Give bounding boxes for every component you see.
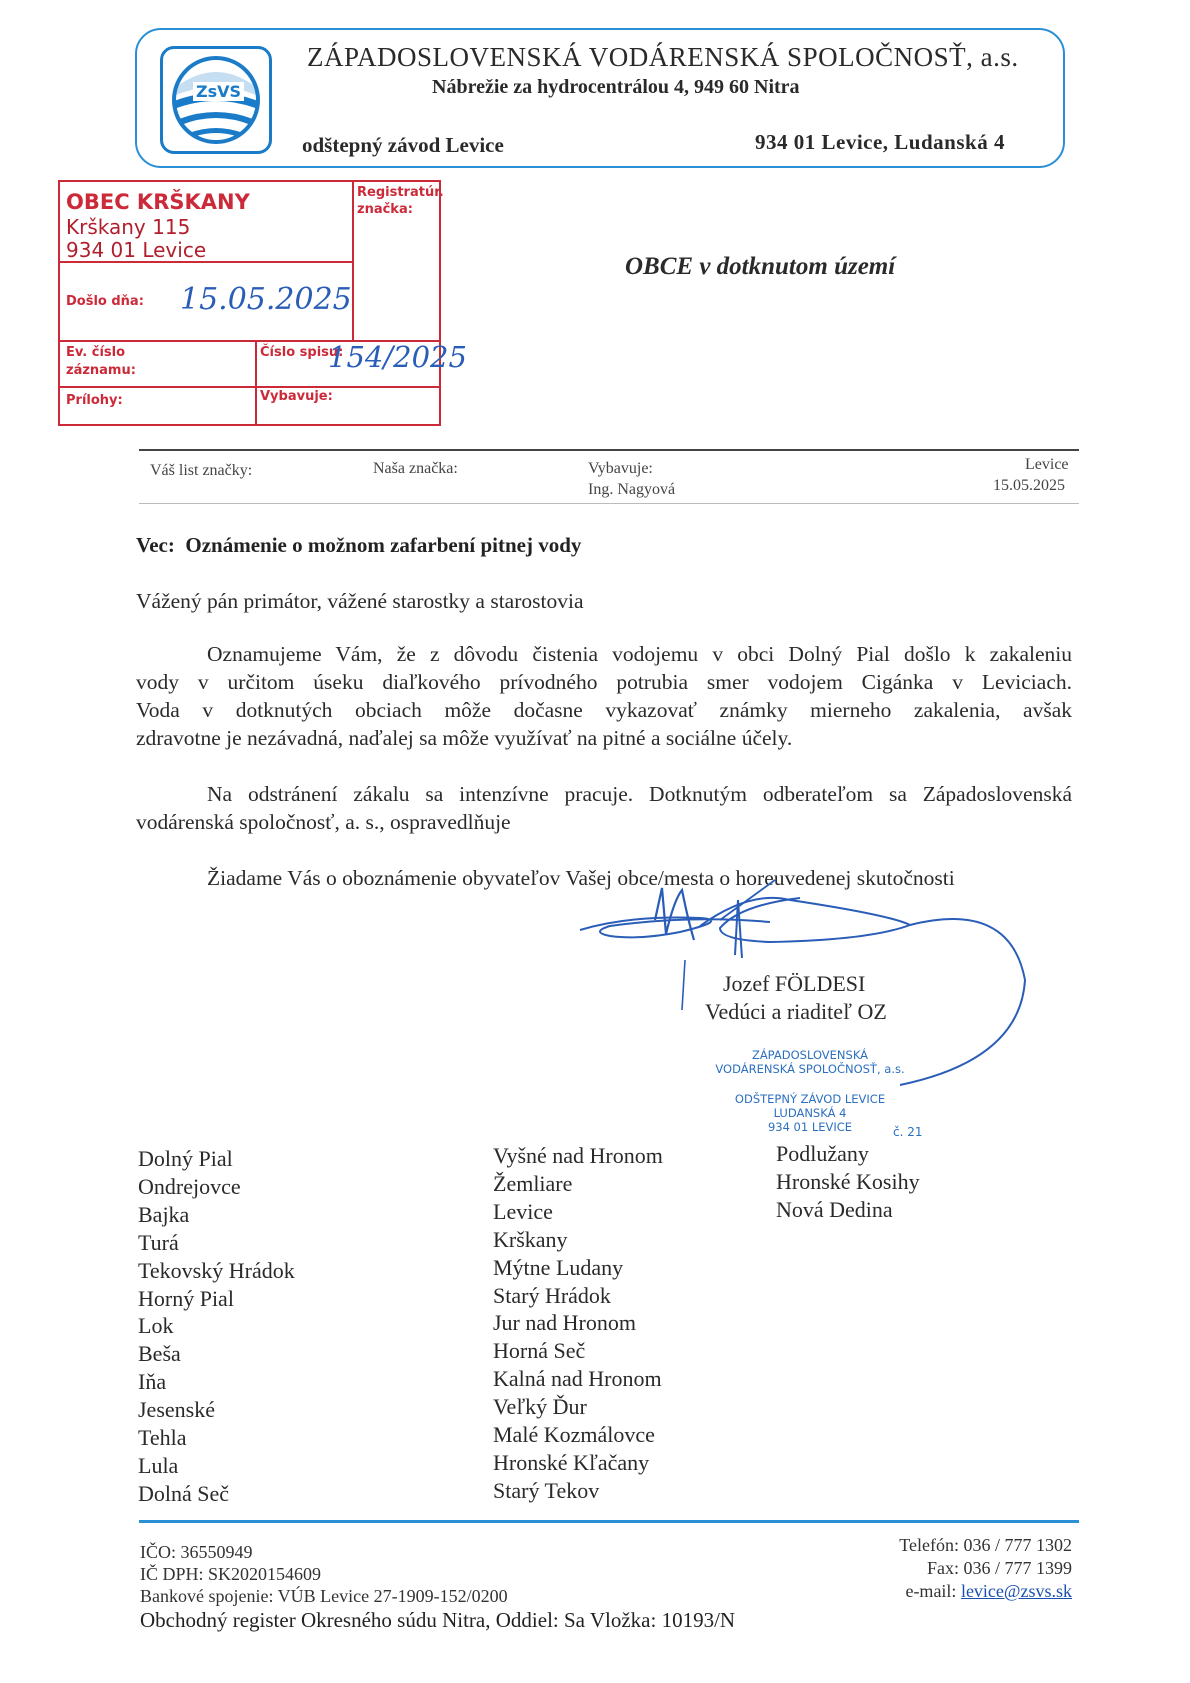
stamp-attachments-label: Prílohy:	[66, 393, 123, 408]
stamp-org-address: Krškany 115	[66, 215, 191, 239]
paragraph-1-line-1: Oznamujeme Vám, že z dôvodu čistenia vodojemu v obci Dolný Pial došlo k zakaleniu	[207, 642, 1072, 666]
org-stamp-line: ODŠTEPNÝ ZÁVOD LEVICE	[734, 1092, 886, 1106]
stamp-registry-label-2: značka:	[357, 202, 413, 217]
registry-stamp	[58, 180, 467, 426]
municipality-column-1	[138, 1145, 295, 1508]
org-stamp-line: ZÁPADOSLOVENSKÁ	[751, 1048, 869, 1062]
org-stamp-line: LUDANSKÁ 4	[773, 1106, 847, 1120]
municipality-item: Beša	[138, 1341, 181, 1367]
paragraph-2-line-2: vodárenská spoločnosť, a. s., ospravedlňuje	[136, 810, 511, 834]
footer-ic-dph: IČ DPH: SK2020154609	[140, 1564, 322, 1584]
footer-rule	[139, 1520, 1079, 1523]
org-stamp-line: VODÁRENSKÁ SPOLOČNOSŤ, a.s.	[715, 1062, 905, 1076]
company-address: Nábrežie za hydrocentrálou 4, 949 60 Nitra	[432, 76, 800, 98]
subject-line	[136, 533, 581, 558]
paragraph-1-line-3: Voda v dotknutých obciach môže dočasne vykazovať známky mierneho zakalenia, avšak	[136, 698, 1072, 722]
branch-address: 934 01 Levice, Ludanská 4	[755, 130, 1005, 154]
subject-prefix: Vec:	[136, 533, 175, 557]
municipality-item: Veľký Ďur	[493, 1394, 587, 1420]
stamp-divider	[352, 182, 354, 341]
org-stamp-line: 934 01 LEVICE	[767, 1120, 853, 1134]
handled-by-label: Vybavuje:	[588, 460, 653, 477]
municipality-item: Hronské Kľačany	[493, 1449, 650, 1475]
our-ref-label: Naša značka:	[373, 460, 458, 477]
municipality-item: Dolný Pial	[138, 1146, 233, 1171]
stamp-file-no-label: Číslo spisu:	[260, 345, 344, 360]
municipality-item: Nová Dedina	[776, 1196, 893, 1222]
stamp-received-date: 15.05.2025	[180, 282, 352, 317]
municipality-item: Lula	[138, 1452, 179, 1478]
stamp-org-name: OBEC KRŠKANY	[66, 190, 250, 214]
letter-place: Levice	[1025, 456, 1069, 473]
footer-email	[905, 1580, 1072, 1602]
municipality-item: Vyšné nad Hronom	[493, 1143, 663, 1168]
letter-date: 15.05.2025	[993, 477, 1065, 494]
municipality-item: Malé Kozmálovce	[493, 1422, 655, 1448]
organization-stamp	[690, 1048, 930, 1134]
municipality-item: Turá	[138, 1229, 179, 1255]
municipality-item: Iňa	[138, 1369, 167, 1395]
company-logo	[160, 46, 272, 154]
company-name: ZÁPADOSLOVENSKÁ VODÁRENSKÁ SPOLOČNOSŤ, a.s.	[307, 42, 1019, 72]
logo-text: ZsVS	[193, 82, 244, 101]
email-link[interactable]: levice@zsvs.sk	[960, 1581, 1072, 1601]
municipality-item: Kalná nad Hronom	[493, 1366, 662, 1392]
footer-bank: Bankové spojenie: VÚB Levice 27-1909-152/0200	[140, 1586, 508, 1606]
municipality-column-2	[493, 1142, 663, 1505]
org-stamp-number: č. 21	[893, 1125, 923, 1139]
municipality-item: Lok	[138, 1313, 174, 1339]
stamp-divider	[60, 386, 441, 388]
footer-email-label: e-mail:	[905, 1581, 957, 1601]
branch-name: odštepný závod Levice	[302, 133, 504, 157]
municipality-item: Žemliare	[493, 1170, 573, 1196]
paragraph-1-line-4: zdravotne je nezávadná, naďalej sa môže využívať na pitné a sociálne účely.	[136, 726, 793, 750]
municipality-item: Bajka	[138, 1201, 190, 1227]
municipality-item: Starý Hrádok	[493, 1282, 611, 1308]
handled-by-value: Ing. Nagyová	[588, 481, 676, 498]
stamp-registry-label: Registratúr.	[357, 185, 444, 200]
municipality-item: Tehla	[138, 1425, 187, 1451]
municipality-item: Jur nad Hronom	[493, 1310, 636, 1336]
reference-bottom-rule	[139, 503, 1079, 504]
municipality-item: Horný Pial	[138, 1285, 234, 1311]
stamp-file-no-value: 154/2025	[328, 340, 467, 374]
municipality-item: Levice	[493, 1198, 553, 1224]
footer-ico: IČO: 36550949	[140, 1542, 253, 1562]
subject-text: Oznámenie o možnom zafarbení pitnej vody	[185, 533, 582, 557]
salutation: Vážený pán primátor, vážené starostky a starostovia	[136, 589, 584, 613]
municipality-item: Mýtne Ludany	[493, 1254, 624, 1280]
municipality-item: Ondrejovce	[138, 1173, 241, 1199]
signatory-name: Jozef FÖLDESI	[723, 971, 866, 996]
footer-register: Obchodný register Okresného súdu Nitra, Oddiel: Sa Vložka: 10193/N	[140, 1608, 736, 1632]
footer-fax: Fax: 036 / 777 1399	[926, 1558, 1072, 1578]
municipality-column-3	[776, 1140, 920, 1224]
stamp-record-label: Ev. číslo	[66, 345, 126, 360]
municipality-item: Hronské Kosihy	[776, 1168, 920, 1194]
stamp-divider	[255, 340, 257, 426]
municipality-item: Dolná Seč	[138, 1480, 230, 1506]
reference-rule	[139, 449, 1079, 451]
recipient: OBCE v dotknutom území	[625, 253, 896, 280]
signatory-title: Vedúci a riaditeľ OZ	[705, 999, 887, 1024]
paragraph-3: Žiadame Vás o oboznámenie obyvateľov Vašej obce/mesta o horeuvedenej skutočnosti	[207, 866, 955, 890]
municipality-item: Horná Seč	[493, 1338, 586, 1364]
municipality-item: Jesenské	[138, 1397, 215, 1423]
municipality-item: Krškany	[493, 1226, 568, 1252]
stamp-org-city: 934 01 Levice	[66, 238, 207, 262]
stamp-record-label-2: záznamu:	[66, 363, 136, 378]
municipality-item: Podlužany	[776, 1141, 869, 1166]
municipality-item: Tekovský Hrádok	[138, 1257, 295, 1283]
municipality-item: Starý Tekov	[493, 1477, 600, 1503]
stamp-handled-by-label: Vybavuje:	[260, 389, 333, 404]
paragraph-2-line-1: Na odstránení zákalu sa intenzívne pracuje. Dotknutým odberateľom sa Západoslovenská	[207, 782, 1072, 806]
paragraph-1-line-2: vody v určitom úseku diaľkového prívodného potrubia smer vodojem Cigánka v Leviciach.	[136, 670, 1072, 694]
your-letter-label: Váš list značky:	[150, 462, 253, 479]
footer-phone: Telefón: 036 / 777 1302	[899, 1535, 1072, 1555]
stamp-received-label: Došlo dňa:	[66, 294, 144, 309]
